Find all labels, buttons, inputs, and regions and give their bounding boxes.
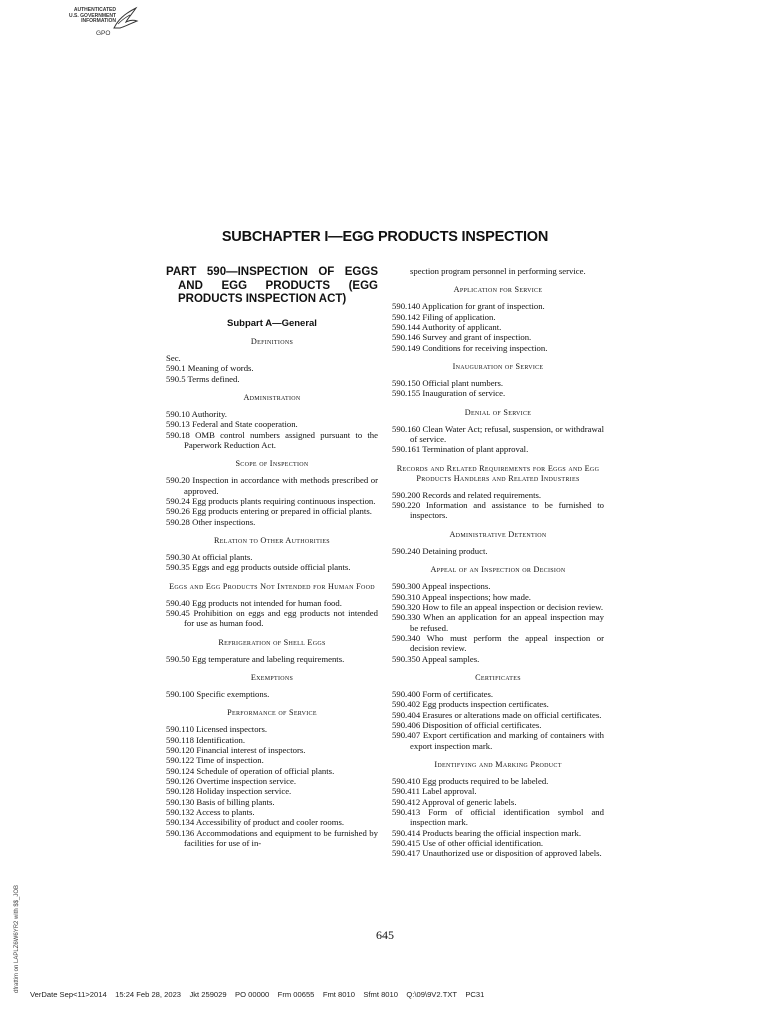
toc-entry: 590.160 Clean Water Act; refusal, suspension, or withdrawal of service. bbox=[392, 423, 604, 445]
gpo-line-4: GPO bbox=[96, 30, 111, 37]
right-column bbox=[392, 266, 604, 859]
toc-entry: 590.122 Time of inspection. bbox=[166, 755, 264, 766]
section-heading: Certificates bbox=[475, 672, 521, 682]
left-toc-list bbox=[166, 337, 378, 849]
gpo-line-3: INFORMATION bbox=[81, 18, 116, 25]
section-heading: Application for Service bbox=[453, 285, 543, 295]
toc-entry: 590.26 Egg products entering or prepared in official plants. bbox=[166, 506, 372, 517]
section-heading: Administration bbox=[243, 392, 301, 402]
section-heading: Relation to Other Authorities bbox=[214, 535, 330, 545]
toc-entry: 590.411 Label approval. bbox=[392, 786, 477, 797]
toc-entry: 590.142 Filing of application. bbox=[392, 311, 496, 322]
toc-entry: 590.45 Prohibition on eggs and egg products not intended for use as human food. bbox=[166, 608, 378, 629]
section-heading: Scope of Inspection bbox=[235, 459, 309, 469]
toc-entry: 590.400 Form of certificates. bbox=[392, 688, 494, 699]
toc-entry: 590.40 Egg products not intended for human food. bbox=[166, 597, 342, 608]
toc-entry: 590.18 OMB control numbers assigned pursuant to the Paperwork Reduction Act. bbox=[166, 429, 378, 450]
toc-entry: 590.150 Official plant numbers. bbox=[392, 378, 504, 389]
toc-entry: 590.402 Egg products inspection certificates. bbox=[392, 699, 549, 710]
toc-entry: 590.28 Other inspections. bbox=[166, 516, 256, 527]
toc-entry: 590.240 Detaining product. bbox=[392, 545, 488, 556]
toc-entry: 590.30 At official plants. bbox=[166, 551, 253, 562]
toc-entry: 590.412 Approval of generic labels. bbox=[392, 796, 517, 807]
subchapter-title: SUBCHAPTER I—EGG PRODUCTS INSPECTION bbox=[221, 229, 549, 245]
toc-entry: 590.13 Federal and State cooperation. bbox=[166, 419, 298, 430]
toc-entry: 590.407 Export certification and marking of containers with export inspection mark. bbox=[392, 730, 604, 751]
toc-entry: 590.410 Egg products required to be labeled. bbox=[392, 775, 549, 786]
section-heading: Eggs and Egg Products Not Intended for Human Food bbox=[169, 581, 375, 591]
left-column bbox=[166, 266, 378, 849]
toc-entry: 590.310 Appeal inspections; how made. bbox=[392, 591, 531, 602]
toc-entry: 590.132 Access to plants. bbox=[166, 807, 255, 818]
toc-entry: 590.146 Survey and grant of inspection. bbox=[392, 332, 532, 343]
toc-entry: 590.120 Financial interest of inspectors. bbox=[166, 745, 306, 756]
section-heading: Refrigeration of Shell Eggs bbox=[218, 637, 326, 647]
toc-entry: 590.200 Records and related requirements. bbox=[392, 489, 542, 500]
toc-entry: 590.130 Basis of billing plants. bbox=[166, 796, 275, 807]
toc-entry: 590.220 Information and assistance to be furnished to inspectors. bbox=[392, 500, 604, 521]
section-heading: Records and Related Requirements for Eggs and Egg Products Handlers and Related Industries bbox=[396, 463, 600, 483]
toc-entry: 590.134 Accessibility of product and cooler rooms. bbox=[166, 817, 345, 828]
section-heading: Inauguration of Service bbox=[452, 362, 544, 372]
toc-entry: 590.414 Products bearing the official inspection mark. bbox=[392, 827, 581, 838]
toc-entry: 590.300 Appeal inspections. bbox=[392, 581, 491, 592]
toc-entry: 590.24 Egg products plants requiring continuous inspection. bbox=[166, 495, 376, 506]
section-heading: Identifying and Marking Product bbox=[434, 759, 562, 769]
gpo-line-2: U.S. GOVERNMENT bbox=[69, 12, 116, 19]
section-heading: Administrative Detention bbox=[449, 529, 547, 539]
toc-entry: 590.35 Eggs and egg products outside official plants. bbox=[166, 562, 351, 573]
toc-entry: 590.5 Terms defined. bbox=[166, 373, 240, 384]
section-heading: Denial of Service bbox=[464, 407, 532, 417]
section-heading: Performance of Service bbox=[227, 708, 317, 718]
page-number: 645 bbox=[376, 928, 394, 942]
sec-label: Sec. bbox=[166, 352, 181, 363]
toc-entry: 590.10 Authority. bbox=[166, 408, 227, 419]
toc-entry: 590.20 Inspection in accordance with methods prescribed or approved. bbox=[166, 475, 378, 496]
toc-entry: 590.340 Who must perform the appeal inspection or decision review. bbox=[392, 632, 604, 654]
toc-entry: 590.413 Form of official identification symbol and inspection mark. bbox=[392, 807, 604, 828]
toc-entry: 590.124 Schedule of operation of official plants. bbox=[166, 765, 335, 776]
gpo-logo-text bbox=[58, 8, 116, 25]
toc-entry: 590.161 Termination of plant approval. bbox=[392, 444, 529, 455]
toc-entry: 590.50 Egg temperature and labeling requirements. bbox=[166, 653, 345, 664]
toc-entry: 590.110 Licensed inspectors. bbox=[166, 724, 268, 735]
footer-metadata: VerDate Sep<11>2014 15:24 Feb 28, 2023 Jkt 259029 PO 00000 Frm 00655 Fmt 8010 Sfmt 8010 Q:\09\9V2.TXT PC31 bbox=[30, 990, 485, 999]
section-heading: Exemptions bbox=[250, 673, 294, 683]
section-heading: Appeal of an Inspection or Decision bbox=[430, 565, 566, 575]
toc-entry: spection program personnel in performing service. bbox=[410, 266, 586, 276]
toc-entry: 590.406 Disposition of official certificates. bbox=[392, 719, 542, 730]
toc-entry: 590.140 Application for grant of inspection. bbox=[392, 301, 545, 312]
toc-entry: 590.417 Unauthorized use or disposition of approved labels. bbox=[392, 848, 602, 859]
side-note: dfrattim on LAPLZ6W6YR2 with $$_JOB bbox=[14, 884, 20, 993]
toc-entry: 590.118 Identification. bbox=[166, 734, 246, 745]
toc-entry: 590.100 Specific exemptions. bbox=[166, 689, 270, 700]
toc-entry: 590.136 Accommodations and equipment to be furnished by facilities for use of in- bbox=[166, 827, 378, 849]
toc-entry: 590.320 How to file an appeal inspection or decision review. bbox=[392, 601, 604, 612]
section-heading: Definitions bbox=[250, 336, 294, 346]
toc-entry: 590.144 Authority of applicant. bbox=[392, 322, 502, 333]
toc-entry: 590.149 Conditions for receiving inspection. bbox=[392, 342, 548, 353]
toc-entry: 590.126 Overtime inspection service. bbox=[166, 776, 297, 787]
right-toc-list bbox=[392, 266, 604, 859]
gpo-authentication-logo bbox=[58, 6, 148, 46]
part-title: PART 590—INSPECTION OF EGGS AND EGG PRODUCTS (EGG PRODUCTS INSPECTION ACT) bbox=[166, 266, 378, 305]
toc-entry: 590.155 Inauguration of service. bbox=[392, 388, 506, 399]
toc-entry: 590.330 When an application for an appeal inspection may be refused. bbox=[392, 612, 604, 633]
eagle-icon bbox=[110, 6, 140, 32]
gpo-line-1: AUTHENTICATED bbox=[73, 7, 116, 13]
toc-entry: 590.1 Meaning of words. bbox=[166, 363, 254, 374]
toc-entry: 590.350 Appeal samples. bbox=[392, 653, 480, 664]
toc-entry: 590.128 Holiday inspection service. bbox=[166, 786, 292, 797]
toc-entry: 590.404 Erasures or alterations made on official certificates. bbox=[392, 709, 602, 720]
subpart-title: Subpart A—General bbox=[227, 317, 317, 329]
toc-entry: 590.415 Use of other official identification. bbox=[392, 838, 544, 849]
